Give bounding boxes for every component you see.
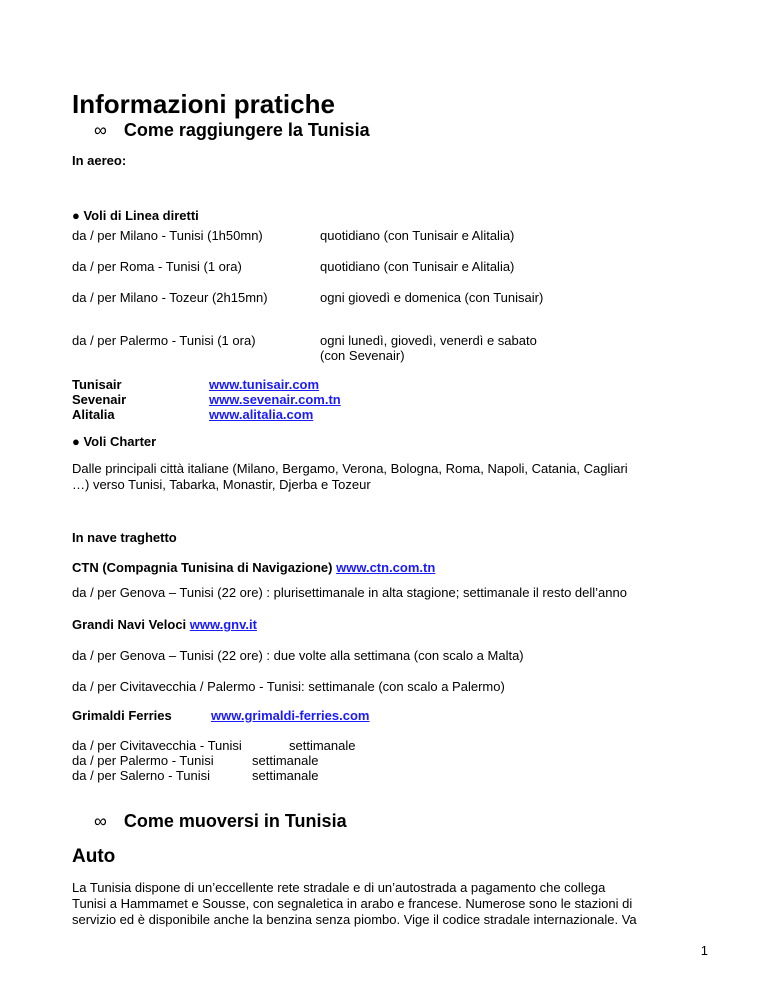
auto-text-line: servizio ed è disponibile anche la benzina senza piombo. Vige il codice stradale internazionale. Va	[72, 912, 637, 927]
auto-text-line: Tunisi a Hammamet e Sousse, con segnaletica in arabo e francese. Numerose sono le stazioni di	[72, 896, 633, 911]
airline-name: Sevenair	[72, 392, 127, 407]
airline-link-alitalia[interactable]: www.alitalia.com	[209, 407, 314, 422]
flight-frequency: ogni lunedì, giovedì, venerdì e sabato	[320, 333, 537, 348]
flight-route: da / per Palermo - Tunisi (1 ora)	[72, 333, 256, 348]
flight-route: da / per Roma - Tunisi (1 ora)	[72, 259, 242, 274]
grimaldi-route: da / per Civitavecchia - Tunisi	[72, 738, 242, 753]
page-number: 1	[700, 943, 708, 958]
charter-text-line: Dalle principali città italiane (Milano, Bergamo, Verona, Bologna, Roma, Napoli, Catania, Cagliari	[72, 461, 628, 476]
flight-frequency-note: (con Sevenair)	[320, 348, 405, 363]
ctn-line	[72, 560, 435, 575]
airline-name: Alitalia	[72, 407, 115, 422]
airline-name: Tunisair	[72, 377, 122, 392]
grimaldi-route: da / per Palermo - Tunisi	[72, 753, 214, 768]
charter-text-line: …) verso Tunisi, Tabarka, Monastir, Djerba e Tozeur	[72, 477, 371, 492]
auto-heading: Auto	[72, 846, 116, 867]
grimaldi-link[interactable]: www.grimaldi-ferries.com	[211, 708, 370, 723]
airline-link-sevenair[interactable]: www.sevenair.com.tn	[209, 392, 341, 407]
grimaldi-frequency: settimanale	[252, 768, 319, 783]
flight-frequency: ogni giovedì e domenica (con Tunisair)	[320, 290, 544, 305]
section-heading-move	[94, 811, 347, 832]
grimaldi-route: da / per Salerno - Tunisi	[72, 768, 211, 783]
gnv-route: da / per Civitavecchia / Palermo - Tunisi: settimanale (con scalo a Palermo)	[72, 679, 505, 694]
gnv-route: da / per Genova – Tunisi (22 ore) : due volte alla settimana (con scalo a Malta)	[72, 648, 524, 663]
grimaldi-name: Grimaldi Ferries	[72, 708, 172, 723]
flight-frequency: quotidiano (con Tunisair e Alitalia)	[320, 259, 515, 274]
ctn-link[interactable]: www.ctn.com.tn	[336, 560, 436, 575]
auto-text-line: La Tunisia dispone di un’eccellente rete stradale e di un’autostrada a pagamento che collega	[72, 880, 606, 895]
subheading-voli-linea: ● Voli di Linea diretti	[72, 208, 199, 223]
grimaldi-frequency: settimanale	[289, 738, 356, 753]
gnv-name: Grandi Navi Veloci	[72, 617, 190, 632]
ctn-route: da / per Genova – Tunisi (22 ore) : plurisettimanale in alta stagione; settimanale il resto dell’anno	[72, 585, 627, 600]
ctn-name: CTN (Compagnia Tunisina di Navigazione)	[72, 560, 337, 575]
subheading-voli-charter: ● Voli Charter	[72, 434, 157, 449]
section-heading-text: Come muoversi in Tunisia	[123, 811, 347, 831]
subheading-in-nave: In nave traghetto	[72, 530, 177, 545]
grimaldi-frequency: settimanale	[252, 753, 319, 768]
flight-route: da / per Milano - Tozeur (2h15mn)	[72, 290, 268, 305]
section-heading-reach	[94, 120, 370, 141]
section-heading-text: Come raggiungere la Tunisia	[123, 120, 370, 140]
airline-link-tunisair[interactable]: www.tunisair.com	[209, 377, 320, 392]
subheading-in-aereo: In aereo:	[72, 153, 127, 168]
gnv-link[interactable]: www.gnv.it	[189, 617, 257, 632]
flight-route: da / per Milano - Tunisi (1h50mn)	[72, 228, 263, 243]
gnv-line	[72, 617, 257, 632]
infinity-bullet-icon: ∞	[94, 811, 107, 831]
page-title: Informazioni pratiche	[72, 89, 335, 119]
infinity-bullet-icon: ∞	[94, 120, 107, 140]
flight-frequency: quotidiano (con Tunisair e Alitalia)	[320, 228, 515, 243]
